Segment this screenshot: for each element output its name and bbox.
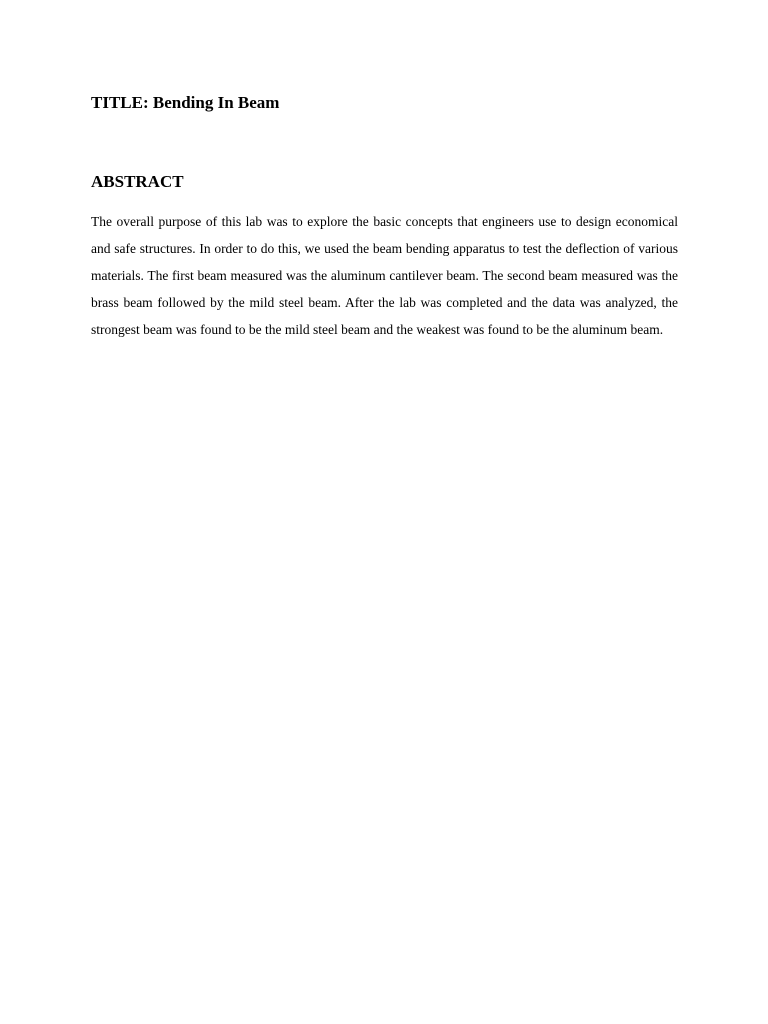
document-title: TITLE: Bending In Beam xyxy=(91,93,280,112)
abstract-heading: ABSTRACT xyxy=(91,172,184,191)
abstract-paragraph: The overall purpose of this lab was to explore the basic concepts that engineers use to design economical and safe structures. In order to do this, we used the beam bending apparatus to test the deflection of various materials. The first beam measured was the aluminum cantilever beam. The second beam measured was the brass beam followed by the mild steel beam. After the lab was completed and the data was analyzed, the strongest beam was found to be the mild steel beam and the weakest was found to be the aluminum beam. xyxy=(91,214,678,337)
